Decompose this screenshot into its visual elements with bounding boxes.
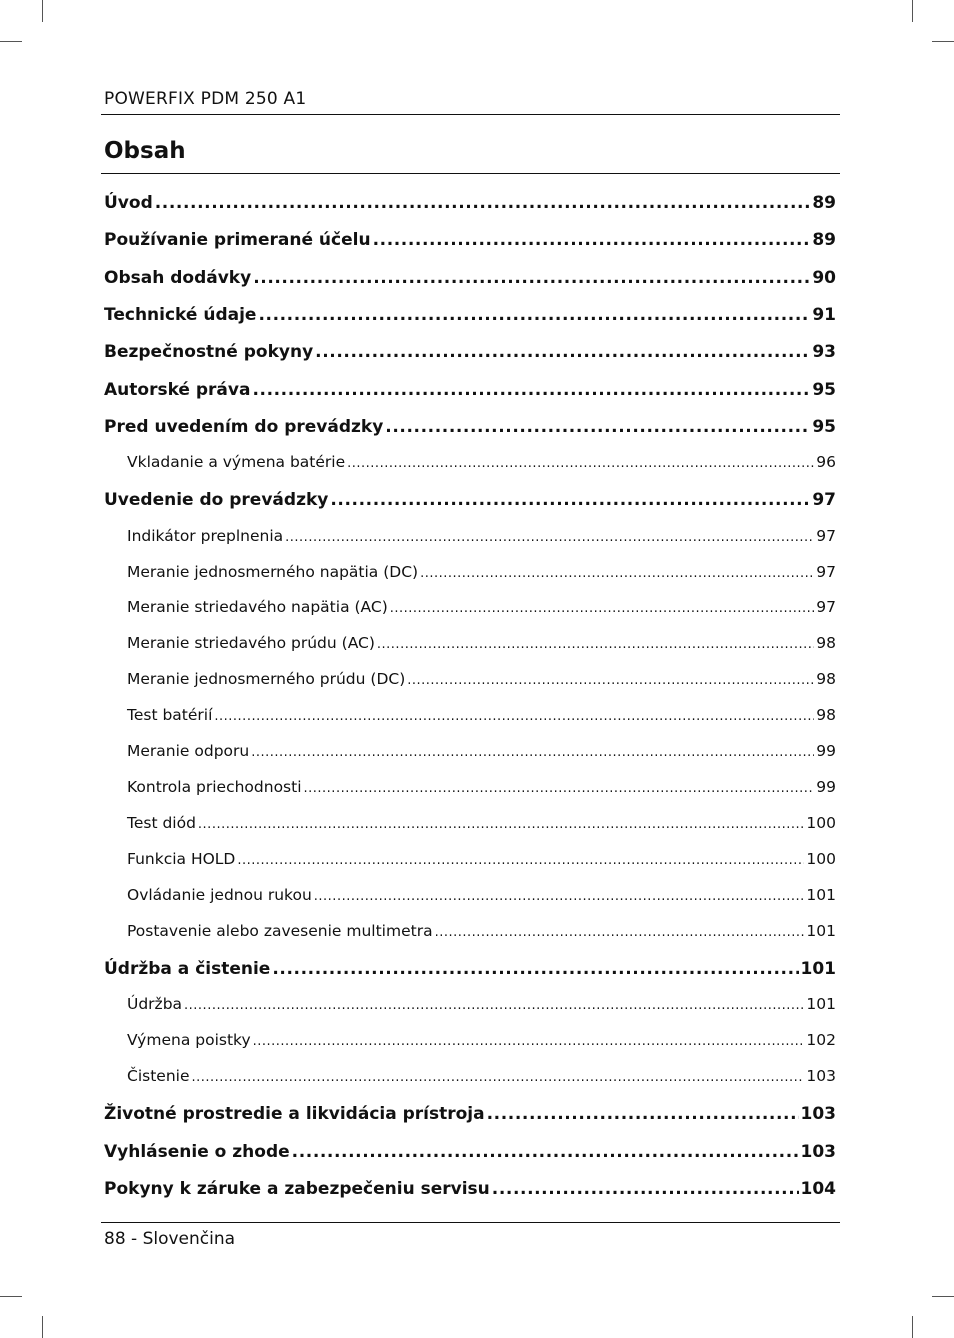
toc-dot-leader <box>390 597 815 619</box>
running-header: POWERFIX PDM 250 A1 <box>104 89 307 109</box>
toc-entry-title: Meranie odporu <box>127 742 250 760</box>
toc-entry <box>104 489 836 511</box>
page-title: Obsah <box>104 138 186 164</box>
toc-page-number: 93 <box>812 342 836 362</box>
toc-entry <box>104 379 836 401</box>
toc-subentry <box>127 1030 836 1052</box>
toc-dot-leader <box>155 192 811 214</box>
toc-page-number: 103 <box>806 1067 836 1085</box>
toc-entry-title: Úvod <box>104 193 153 213</box>
toc-entry-title: Životné prostredie a likvidácia prístroja <box>104 1104 485 1124</box>
toc-entry-title: Pokyny k záruke a zabezpečeniu servisu <box>104 1179 490 1199</box>
toc-page-number: 101 <box>806 886 836 904</box>
toc-entry-title: Údržba a čistenie <box>104 959 271 979</box>
toc-entry-title: Údržba <box>127 995 183 1013</box>
toc-page-number: 102 <box>806 1031 836 1049</box>
toc-dot-leader <box>253 1030 805 1052</box>
toc-subentry <box>127 741 836 763</box>
toc-entry <box>104 416 836 438</box>
toc-entry <box>104 229 836 251</box>
toc-page-number: 99 <box>816 778 836 796</box>
toc-dot-leader <box>304 777 815 799</box>
toc-subentry <box>127 669 836 691</box>
toc-dot-leader <box>258 304 810 326</box>
toc-entry-title: Funkcia HOLD <box>127 850 236 868</box>
toc-page-number: 99 <box>816 742 836 760</box>
toc-entry <box>104 1141 836 1163</box>
toc-page-number: 100 <box>806 814 836 832</box>
toc-entry-title: Test batérií <box>127 706 213 724</box>
toc-page-number: 101 <box>806 922 836 940</box>
toc-dot-leader <box>272 958 798 980</box>
toc-entry-title: Výmena poistky <box>127 1031 251 1049</box>
toc-entry-title: Čistenie <box>127 1067 190 1085</box>
toc-page-number: 97 <box>816 563 836 581</box>
toc-dot-leader <box>191 1066 804 1088</box>
toc-subentry <box>127 885 836 907</box>
toc-dot-leader <box>385 416 810 438</box>
toc-dot-leader <box>330 489 810 511</box>
toc-entry <box>104 1178 836 1200</box>
toc-entry-title: Vyhlásenie o zhode <box>104 1142 290 1162</box>
crop-mark <box>932 41 954 42</box>
toc-dot-leader <box>198 813 804 835</box>
toc-page-number: 103 <box>800 1142 836 1162</box>
toc-page-number: 97 <box>812 490 836 510</box>
toc-dot-leader <box>314 885 805 907</box>
crop-mark <box>42 1316 43 1338</box>
toc-subentry <box>127 849 836 871</box>
toc-page-number: 95 <box>812 380 836 400</box>
toc-entry-title: Postavenie alebo zavesenie multimetra <box>127 922 433 940</box>
toc-dot-leader <box>377 633 814 655</box>
toc-entry-title: Meranie jednosmerného prúdu (DC) <box>127 670 406 688</box>
toc-subentry <box>127 1066 836 1088</box>
toc-dot-leader <box>253 267 810 289</box>
toc-subentry <box>127 777 836 799</box>
toc-dot-leader <box>407 669 814 691</box>
toc-entry-title: Používanie primerané účelu <box>104 230 371 250</box>
toc-entry-title: Vkladanie a výmena batérie <box>127 453 346 471</box>
toc-entry-title: Obsah dodávky <box>104 268 252 288</box>
toc-dot-leader <box>492 1178 799 1200</box>
toc-dot-leader <box>487 1103 799 1125</box>
toc-page-number: 89 <box>812 230 836 250</box>
toc-dot-leader <box>373 229 811 251</box>
toc-page-number: 101 <box>806 995 836 1013</box>
toc-page-number: 90 <box>812 268 836 288</box>
toc-subentry <box>127 994 836 1016</box>
footer-rule <box>101 1222 840 1223</box>
toc-entry-title: Pred uvedením do prevádzky <box>104 417 384 437</box>
toc-subentry <box>127 452 836 474</box>
toc-dot-leader <box>292 1141 799 1163</box>
toc-page-number: 95 <box>812 417 836 437</box>
toc-dot-leader <box>252 379 810 401</box>
page-footer: 88 - Slovenčina <box>104 1229 236 1249</box>
title-rule <box>101 173 840 174</box>
toc-dot-leader <box>420 562 814 584</box>
toc-subentry <box>127 921 836 943</box>
toc-entry-title: Technické údaje <box>104 305 257 325</box>
toc-entry-title: Test diód <box>127 814 196 832</box>
toc-entry <box>104 304 836 326</box>
toc-page-number: 97 <box>816 527 836 545</box>
toc-entry-title: Meranie striedavého napätia (AC) <box>127 598 388 616</box>
toc-dot-leader <box>285 526 814 548</box>
crop-mark <box>912 1316 913 1338</box>
toc-entry-title: Bezpečnostné pokyny <box>104 342 314 362</box>
toc-entry-title: Uvedenie do prevádzky <box>104 490 329 510</box>
toc-dot-leader <box>347 452 814 474</box>
toc-page-number: 100 <box>806 850 836 868</box>
toc-page-number: 89 <box>812 193 836 213</box>
toc-page-number: 104 <box>800 1179 836 1199</box>
toc-page-number: 103 <box>800 1104 836 1124</box>
toc-entry-title: Ovládanie jednou rukou <box>127 886 312 904</box>
toc-page-number: 101 <box>800 959 836 979</box>
toc-dot-leader <box>237 849 804 871</box>
toc-entry <box>104 1103 836 1125</box>
toc-subentry <box>127 562 836 584</box>
toc-subentry <box>127 597 836 619</box>
toc-dot-leader <box>435 921 805 943</box>
toc-dot-leader <box>214 705 814 727</box>
crop-mark <box>912 0 913 22</box>
toc-entry-title: Meranie striedavého prúdu (AC) <box>127 634 375 652</box>
toc-page-number: 98 <box>816 634 836 652</box>
toc-dot-leader <box>184 994 804 1016</box>
toc-dot-leader <box>315 341 810 363</box>
toc-dot-leader <box>251 741 814 763</box>
toc-entry-title: Kontrola priechodnosti <box>127 778 302 796</box>
header-rule <box>101 114 840 115</box>
toc-page-number: 98 <box>816 670 836 688</box>
crop-mark <box>932 1296 954 1297</box>
toc-page-number: 97 <box>816 598 836 616</box>
toc-entry-title: Meranie jednosmerného napätia (DC) <box>127 563 419 581</box>
toc-page-number: 91 <box>812 305 836 325</box>
toc-entry-title: Indikátor preplnenia <box>127 527 284 545</box>
toc-subentry <box>127 633 836 655</box>
toc-page-number: 96 <box>816 453 836 471</box>
toc-entry <box>104 267 836 289</box>
toc-page-number: 98 <box>816 706 836 724</box>
toc-subentry <box>127 705 836 727</box>
toc-entry <box>104 341 836 363</box>
toc-subentry <box>127 813 836 835</box>
toc-subentry <box>127 526 836 548</box>
crop-mark <box>0 41 22 42</box>
crop-mark <box>42 0 43 22</box>
toc-entry <box>104 192 836 214</box>
crop-mark <box>0 1296 22 1297</box>
toc-entry <box>104 958 836 980</box>
toc-entry-title: Autorské práva <box>104 380 251 400</box>
